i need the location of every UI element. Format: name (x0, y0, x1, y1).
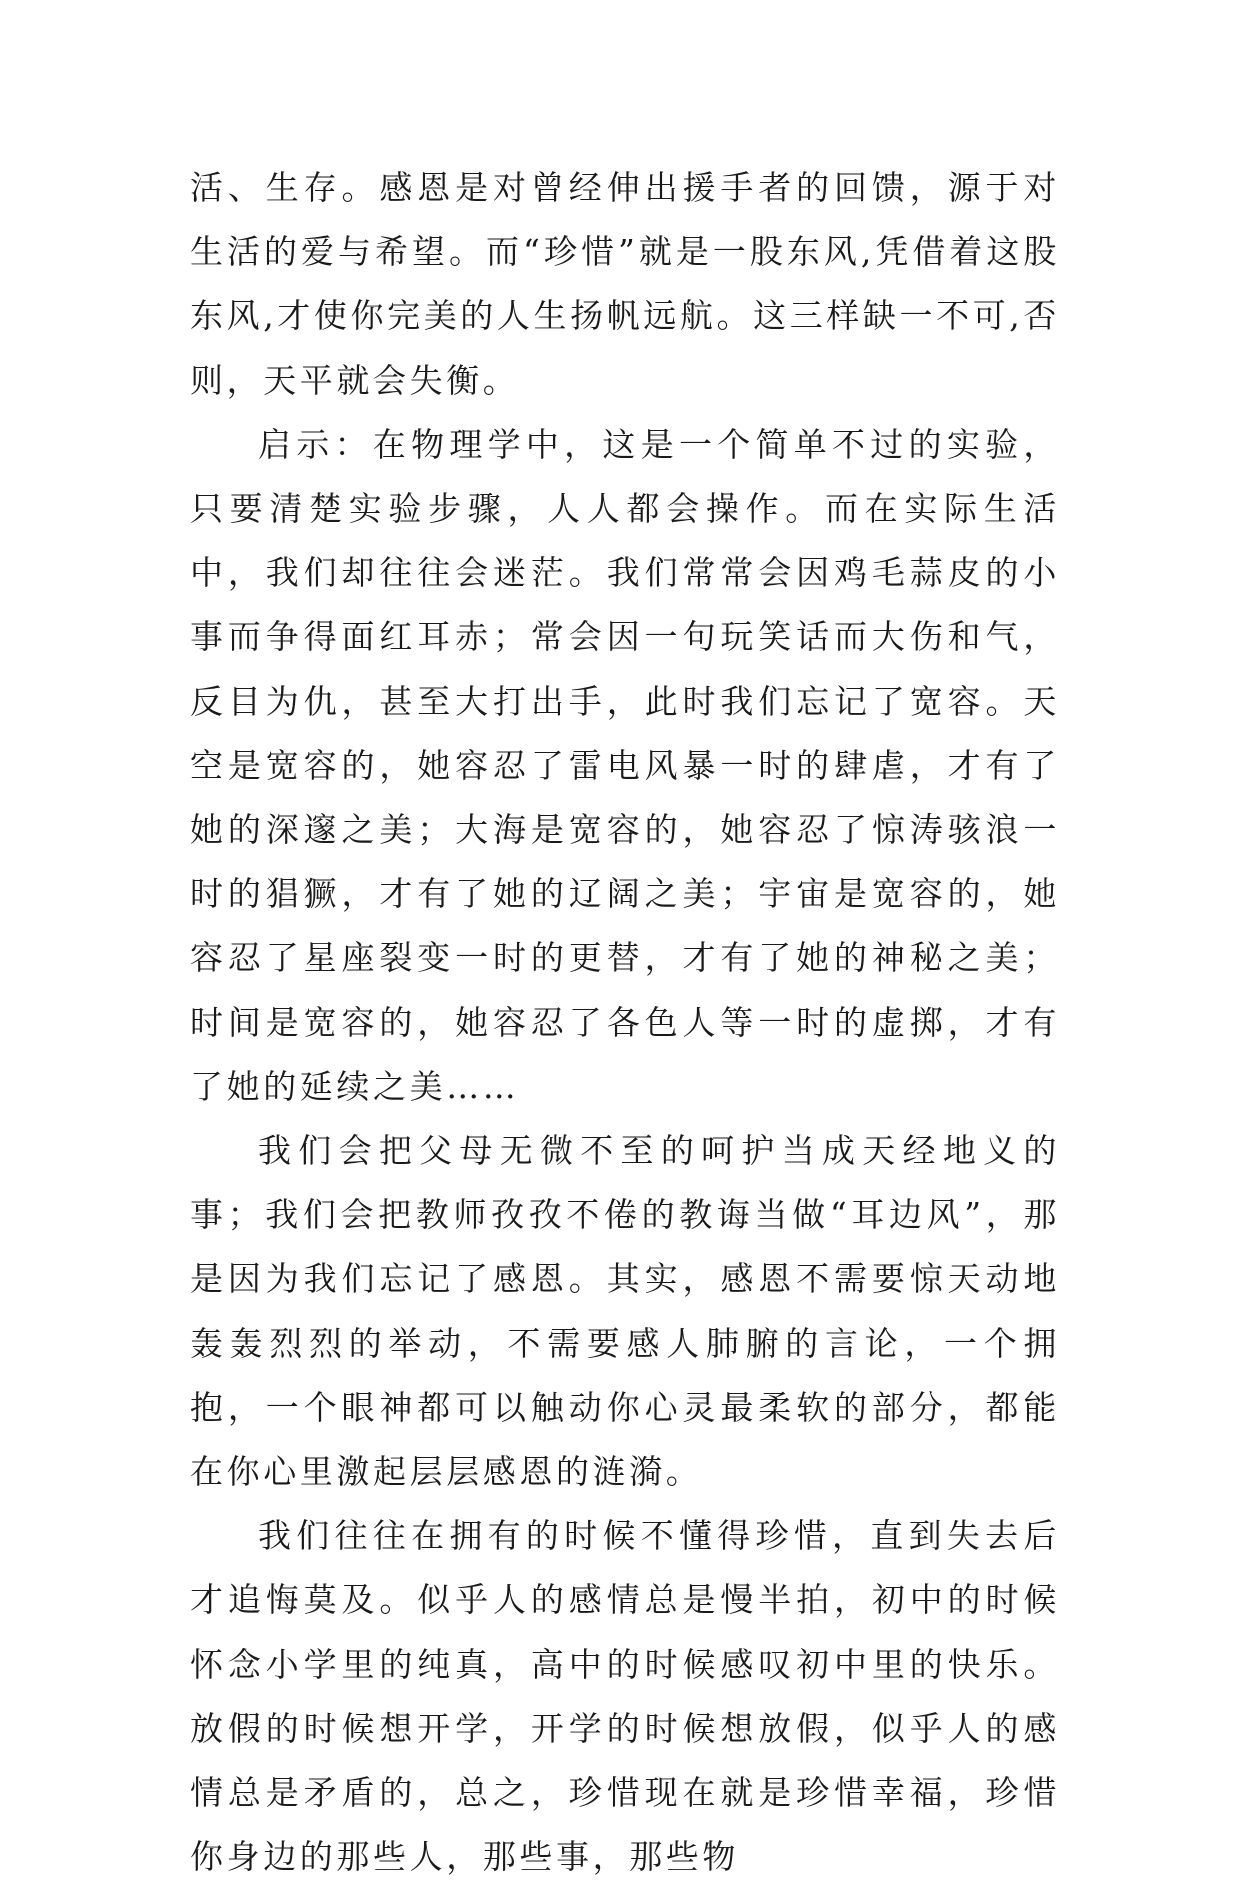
paragraph-gratitude-balance: 活、生存。感恩是对曾经伸出援手者的回馈，源于对生活的爱与希望。而“珍惜”就是一股东风,凭借着这股东风,才使你完美的人生扬帆远航。这三样缺一不可,否则，天平就会失衡。 (190, 168, 1060, 400)
paragraph-cherish: 我们往往在拥有的时候不懂得珍惜，直到失去后才追悔莫及。似乎人的感情总是慢半拍，初中的时候怀念小学里的纯真，高中的时候感叹初中里的快乐。放假的时候想开学，开学的时候想放假，似乎人的感情总是矛盾的，总之，珍惜现在就是珍惜幸福，珍惜你身边的那些人，那些事，那些物 (190, 1516, 1060, 1877)
paragraph-insight-tolerance: 启示：在物理学中，这是一个简单不过的实验，只要清楚实验步骤，人人都会操作。而在实际生活中，我们却往往会迷茫。我们常常会因鸡毛蒜皮的小事而争得面红耳赤；常会因一句玩笑话而大伤和气，反目为仇，甚至大打出手，此时我们忘记了宽容。天空是宽容的，她容忍了雷电风暴一时的肆虐，才有了她的深邃之美；大海是宽容的，她容忍了惊涛骇浪一时的猖獗，才有了她的辽阔之美；宇宙是宽容的，她容忍了星座裂变一时的更替，才有了她的神秘之美；时间是宽容的，她容忍了各色人等一时的虚掷，才有了她的延续之美…… (190, 424, 1060, 1106)
document-body (190, 156, 1060, 1889)
paragraph-gratitude: 我们会把父母无微不至的呵护当成天经地义的事；我们会把教师孜孜不倦的教诲当做“耳边风”，那是因为我们忘记了感恩。其实，感恩不需要惊天动地轰轰烈烈的举动，不需要感人肺腑的言论，一个拥抱，一个眼神都可以触动你心灵最柔软的部分，都能在你心里激起层层感恩的涟漪。 (190, 1131, 1060, 1492)
